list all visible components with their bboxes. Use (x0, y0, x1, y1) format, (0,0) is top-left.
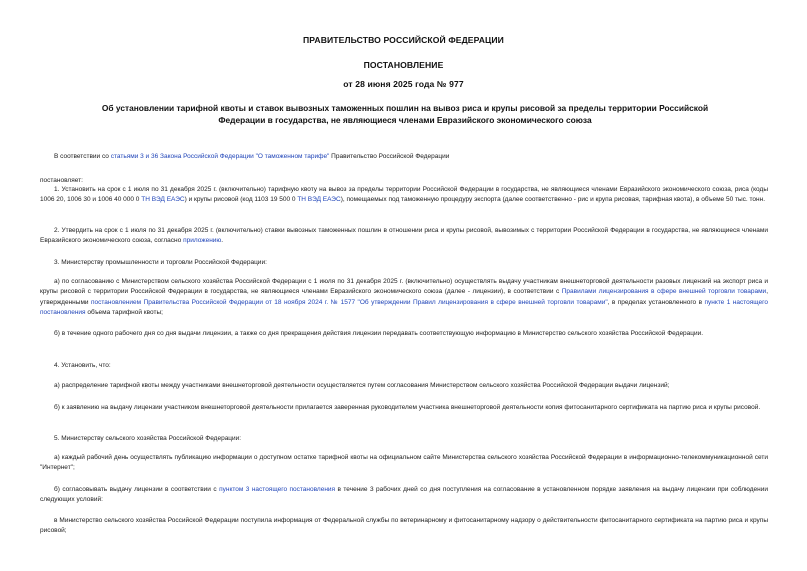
p1-tnved-link-1[interactable]: ТН ВЭД ЕАЭС (141, 196, 185, 204)
document-title: Об установлении тарифной квоты и ставок вывозных таможенных пошлин на вывоз риса и крупы рисовой за пределы территории Российской Федерации в государства, не являющиеся членами Евразийского экономического союза (101, 103, 709, 125)
p3a-text-3: , в пределах установленного в (607, 298, 705, 306)
paragraph-2 (40, 226, 768, 247)
document-type: ПОСТАНОВЛЕНИЕ (363, 60, 444, 70)
paragraph-5b (40, 485, 768, 506)
p3a-text-2: , утвержденными (40, 288, 768, 306)
decides-line: постановляет: (40, 177, 83, 184)
p1-text-2: ) и крупы рисовой (код 1103 19 500 0 (184, 196, 298, 204)
p2-text-1: 2. Утвердить на срок с 1 июля по 31 декабря 2025 г. (включительно) ставки вывозных таможенных пошлин в отношении риса и крупы рисовой, вывозимых с территории Российской Федерации в государства, не являющиеся членами Евразийского экономического союза, согласно (40, 227, 768, 245)
p3a-text-4: объема тарифной квоты; (85, 309, 163, 317)
p5b-text-2: в течение 3 рабочих дней со дня поступления на согласование в установленном порядке заявления на выдачу лицензии при соблюдении следующих условий: (40, 486, 768, 504)
paragraph-5a: а) каждый рабочий день осуществлять публикацию информации о доступном остатке тарифной квоты на официальном сайте Министерства сельского хозяйства Российской Федерации в информационно-телекоммуникационной сети "Интернет"; (40, 454, 768, 472)
p2-appendix-link[interactable]: приложению (183, 237, 222, 245)
intro-law-link[interactable]: статьями 3 и 36 Закона Российской Федерации "О таможенном тарифе" (110, 153, 330, 160)
p1-tnved-link-2[interactable]: ТН ВЭД ЕАЭС (297, 196, 341, 204)
paragraph-4b: б) к заявлению на выдачу лицензии участником внешнеторговой деятельности прилагается заверенная руководителем участника внешнеторговой деятельности копия фитосанитарного сертификата на партию риса и крупы рисовой. (54, 404, 761, 411)
paragraph-3: 3. Министерству промышленности и торговли Российской Федерации: (54, 259, 267, 266)
document-date: от 28 июня 2025 года № 977 (343, 79, 464, 89)
p2-text-2: . (221, 237, 224, 245)
intro-text-2: Правительство Российской Федерации (329, 153, 450, 160)
paragraph-5: 5. Министерству сельского хозяйства Российской Федерации: (54, 435, 242, 442)
intro-text-1: В соответствии со (54, 153, 111, 160)
p3a-resolution-link[interactable]: постановлением Правительства Российской Федерации от 18 ноября 2024 г. № 1577 "Об утверждении Правил лицензирования в сфере внешней торговли товарами" (90, 298, 608, 306)
paragraph-4: 4. Установить, что: (54, 362, 111, 369)
p5b-clause-link[interactable]: пунктом 3 настоящего постановления (219, 486, 336, 493)
p5b-text-1: б) согласовывать выдачу лицензии в соответствии с (54, 486, 220, 493)
paragraph-4a: а) распределение тарифной квоты между участниками внешнеторговой деятельности осуществляется путем согласования Министерством сельского хозяйства Российской Федерации выдачи лицензий; (54, 382, 670, 389)
p3a-clause-link[interactable]: пункте 1 настоящего постановления (40, 298, 769, 317)
p3a-rules-link[interactable]: Правилами лицензирования в сфере внешней торговли товарами (561, 288, 767, 296)
paragraph-1 (40, 185, 768, 206)
paragraph-3b: б) в течение одного рабочего дня со дня выдачи лицензии, а также со дня прекращения действия лицензии передавать соответствующую информацию в Министерство сельского хозяйства Российской Федерации. (54, 330, 704, 337)
p3a-text-1: а) по согласованию с Министерством сельского хозяйства Российской Федерации с 1 июля по 31 декабря 2025 г. (включительно) осуществлять выдачу участникам внешнеторговой деятельности разовых лицензий на экспорт риса и крупы рисовой с территории Российской Федерации в государства, не являющиеся членами Евразийского экономического союза (далее - лицензии), в соответствии с (40, 278, 768, 296)
intro-paragraph (40, 152, 768, 162)
paragraph-5b-condition-1: в Министерство сельского хозяйства Российской Федерации поступила информация от Федеральной службы по ветеринарному и фитосанитарному надзору о действительности фитосанитарного сертификата на партию риса и крупы рисовой; (40, 517, 768, 535)
p1-text-3: ), помещаемых под таможенную процедуру экспорта (далее соответственно - рис и крупа рисовая, тарифная квота), в объеме 50 тыс. тонн. (340, 196, 766, 204)
government-heading: ПРАВИТЕЛЬСТВО РОССИЙСКОЙ ФЕДЕРАЦИИ (303, 35, 504, 45)
paragraph-3a (40, 277, 768, 319)
p1-text-1: 1. Установить на срок с 1 июля по 31 декабря 2025 г. (включительно) тарифную квоту на вывоз за пределы территории Российской Федерации в государства, не являющиеся членами Евразийского экономического союза, риса (коды 1006 20, 1006 30 и 1006 40 000 0 (40, 186, 768, 204)
